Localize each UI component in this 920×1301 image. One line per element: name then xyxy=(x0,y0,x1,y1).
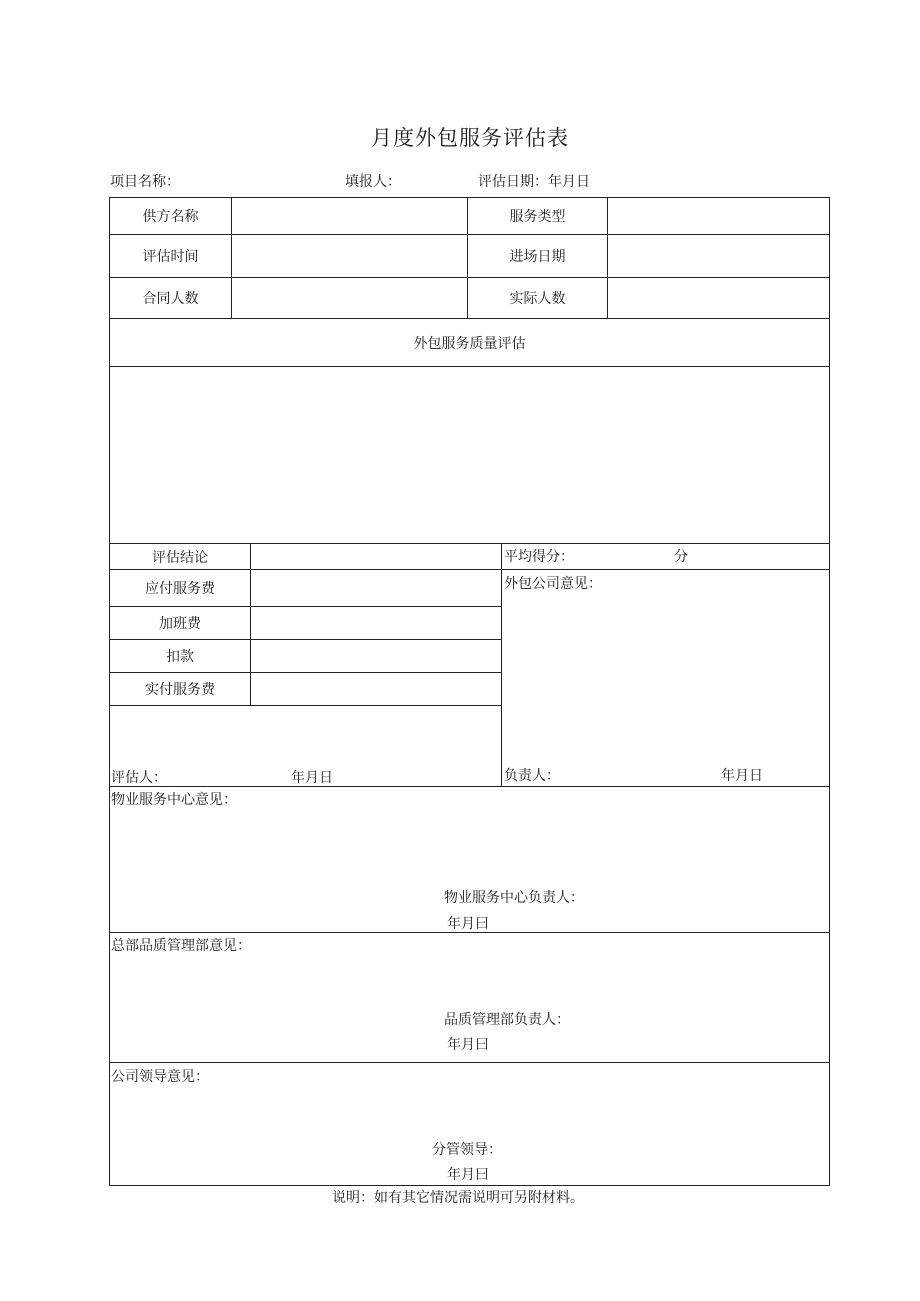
leadership-opinion-label: 公司领导意见： xyxy=(111,1069,209,1085)
quality-dept-date: 年月曰 xyxy=(447,1037,489,1053)
payable-fee-label: 应付服务费 xyxy=(145,581,215,597)
evaluation-date-label: 评估日期：年月日 xyxy=(478,174,590,190)
property-center-opinion-area[interactable] xyxy=(110,808,829,883)
supplier-name-label: 供方名称 xyxy=(142,209,199,225)
vendor-opinion-label: 外包公司意见： xyxy=(504,576,602,592)
leadership-head-label: 分管领导： xyxy=(432,1142,502,1158)
property-center-opinion-label: 物业服务中心意见： xyxy=(111,792,237,808)
vendor-opinion-area[interactable] xyxy=(502,592,829,752)
conclusion-label: 评估结论 xyxy=(152,549,208,566)
deduction-input[interactable] xyxy=(251,640,501,672)
payable-fee-input[interactable] xyxy=(251,570,501,606)
responsible-person-label: 负责人： xyxy=(504,768,560,784)
quality-dept-opinion-label: 总部品质管理部意见： xyxy=(111,938,251,954)
evaluation-time-input[interactable] xyxy=(232,235,467,277)
reporter-label: 填报人： xyxy=(345,174,401,190)
evaluator-label: 评估人： xyxy=(111,770,167,786)
average-score-label: 平均得分： xyxy=(504,549,574,565)
actual-headcount-input[interactable] xyxy=(608,278,829,318)
page-title: 月度外包服务评估表 xyxy=(371,126,569,150)
project-name-label: 项目名称： xyxy=(110,174,180,190)
quality-dept-head-label: 品质管理部负责人： xyxy=(444,1012,570,1028)
actual-paid-fee-label: 实付服务费 xyxy=(145,682,215,698)
actual-headcount-label: 实际人数 xyxy=(509,291,566,307)
evaluator-date: 年月日 xyxy=(291,770,333,786)
entry-date-input[interactable] xyxy=(608,235,829,277)
quality-evaluation-area[interactable] xyxy=(110,367,829,543)
conclusion-input[interactable] xyxy=(251,544,501,569)
actual-paid-fee-input[interactable] xyxy=(251,673,501,705)
service-type-label: 服务类型 xyxy=(509,209,566,225)
supplier-name-input[interactable] xyxy=(232,198,467,234)
footer-note: 说明：如有其它情况需说明可另附材料。 xyxy=(332,1190,584,1206)
property-center-date: 年月曰 xyxy=(447,916,489,932)
overtime-fee-input[interactable] xyxy=(251,607,501,639)
contract-headcount-input[interactable] xyxy=(232,278,467,318)
score-unit: 分 xyxy=(674,549,688,565)
property-center-head-label: 物业服务中心负责人： xyxy=(444,890,584,906)
service-type-input[interactable] xyxy=(608,198,829,234)
contract-headcount-label: 合同人数 xyxy=(142,291,199,307)
leadership-opinion-area[interactable] xyxy=(110,1085,829,1135)
evaluation-time-label: 评估时间 xyxy=(142,249,199,265)
quality-dept-opinion-area[interactable] xyxy=(110,954,829,1004)
quality-evaluation-heading: 外包服务质量评估 xyxy=(413,335,526,352)
entry-date-label: 进场日期 xyxy=(509,249,566,265)
responsible-date: 年月日 xyxy=(721,768,763,784)
overtime-fee-label: 加班费 xyxy=(159,616,201,632)
leadership-date: 年月曰 xyxy=(447,1167,489,1183)
deduction-label: 扣款 xyxy=(166,649,194,665)
